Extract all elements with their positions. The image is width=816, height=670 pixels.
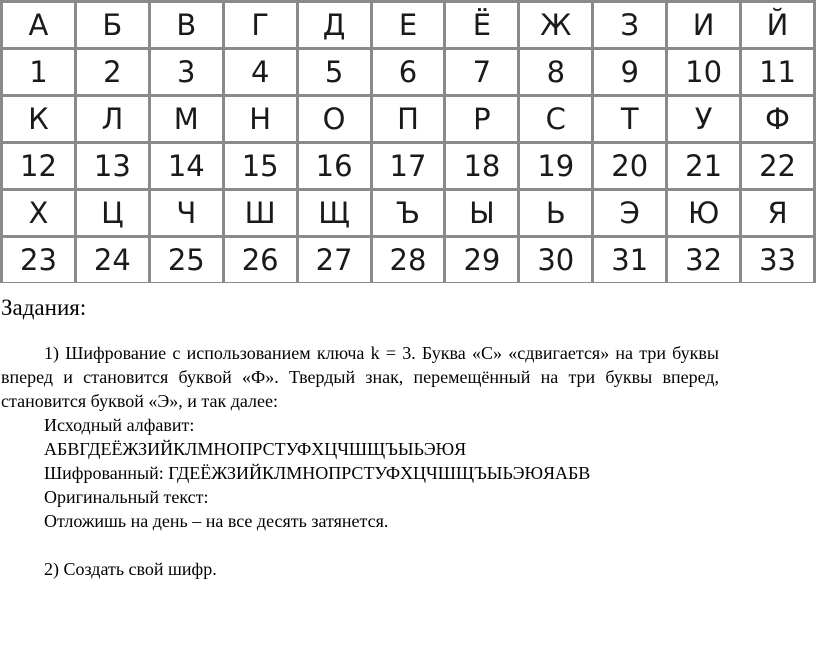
number-cell: 33	[741, 237, 815, 284]
number-cell: 9	[593, 49, 667, 96]
letter-cell: Ы	[445, 190, 519, 237]
number-cell: 22	[741, 143, 815, 190]
number-cell: 3	[149, 49, 223, 96]
letter-cell: Я	[741, 190, 815, 237]
letter-cell: А	[2, 2, 76, 49]
number-cell: 16	[297, 143, 371, 190]
tasks-heading: Задания:	[1, 295, 87, 320]
source-alphabet-label: Исходный алфавит:	[44, 415, 195, 435]
number-cell: 14	[149, 143, 223, 190]
number-cell: 25	[149, 237, 223, 284]
original-text-label: Оригинальный текст:	[44, 487, 209, 507]
letter-cell: Ю	[667, 190, 741, 237]
number-cell: 8	[519, 49, 593, 96]
letter-cell: С	[519, 96, 593, 143]
letter-cell: Б	[75, 2, 149, 49]
number-cell: 28	[371, 237, 445, 284]
number-row	[2, 143, 815, 190]
number-row	[2, 237, 815, 284]
cipher-alphabet: Шифрованный: ГДЕЁЖЗИЙКЛМНОПРСТУФХЦЧШЩЪЫЬЭЮЯАБВ	[44, 463, 591, 483]
letter-cell: Й	[741, 2, 815, 49]
number-cell: 1	[2, 49, 76, 96]
letter-cell: П	[371, 96, 445, 143]
number-cell: 2	[75, 49, 149, 96]
letter-cell: К	[2, 96, 76, 143]
number-cell: 30	[519, 237, 593, 284]
letter-cell: Щ	[297, 190, 371, 237]
letter-cell: Т	[593, 96, 667, 143]
letter-cell: Ь	[519, 190, 593, 237]
letter-row	[2, 96, 815, 143]
letter-cell: У	[667, 96, 741, 143]
number-cell: 7	[445, 49, 519, 96]
letter-cell: Р	[445, 96, 519, 143]
number-cell: 19	[519, 143, 593, 190]
letter-cell: В	[149, 2, 223, 49]
number-cell: 29	[445, 237, 519, 284]
task-1-description: 1) Шифрование с использованием ключа k = 3. Буква «С» «сдвигается» на три буквы вперед и становится буквой «Ф». Твердый знак, перемещённый на три буквы вперед, становится буквой «Э», и так далее:	[1, 343, 719, 411]
number-cell: 32	[667, 237, 741, 284]
number-cell: 13	[75, 143, 149, 190]
number-cell: 21	[667, 143, 741, 190]
letter-cell: Х	[2, 190, 76, 237]
number-cell: 15	[223, 143, 297, 190]
original-text: Отложишь на день – на все десять затянется.	[44, 511, 389, 531]
number-cell: 23	[2, 237, 76, 284]
letter-cell: Ш	[223, 190, 297, 237]
letter-row	[2, 2, 815, 49]
letter-cell: Э	[593, 190, 667, 237]
letter-cell: О	[297, 96, 371, 143]
number-cell: 17	[371, 143, 445, 190]
number-cell: 20	[593, 143, 667, 190]
letter-cell: Ё	[445, 2, 519, 49]
letter-cell: Ф	[741, 96, 815, 143]
letter-cell: Н	[223, 96, 297, 143]
letter-cell: И	[667, 2, 741, 49]
number-cell: 18	[445, 143, 519, 190]
number-cell: 5	[297, 49, 371, 96]
letter-cell: М	[149, 96, 223, 143]
letter-cell: Г	[223, 2, 297, 49]
letter-cell: Ъ	[371, 190, 445, 237]
number-cell: 12	[2, 143, 76, 190]
letter-cell: З	[593, 2, 667, 49]
alphabet-table-container	[0, 0, 816, 283]
alphabet-number-table	[0, 0, 816, 283]
task-2-description: 2) Создать свой шифр.	[44, 559, 217, 579]
number-cell: 6	[371, 49, 445, 96]
letter-cell: Ж	[519, 2, 593, 49]
letter-cell: Е	[371, 2, 445, 49]
letter-cell: Ц	[75, 190, 149, 237]
source-alphabet: АБВГДЕЁЖЗИЙКЛМНОПРСТУФХЦЧШЩЪЫЬЭЮЯ	[44, 439, 467, 459]
letter-cell: Л	[75, 96, 149, 143]
number-cell: 4	[223, 49, 297, 96]
letter-cell: Ч	[149, 190, 223, 237]
letter-cell: Д	[297, 2, 371, 49]
number-row	[2, 49, 815, 96]
number-cell: 26	[223, 237, 297, 284]
number-cell: 11	[741, 49, 815, 96]
number-cell: 10	[667, 49, 741, 96]
letter-row	[2, 190, 815, 237]
number-cell: 24	[75, 237, 149, 284]
number-cell: 31	[593, 237, 667, 284]
number-cell: 27	[297, 237, 371, 284]
